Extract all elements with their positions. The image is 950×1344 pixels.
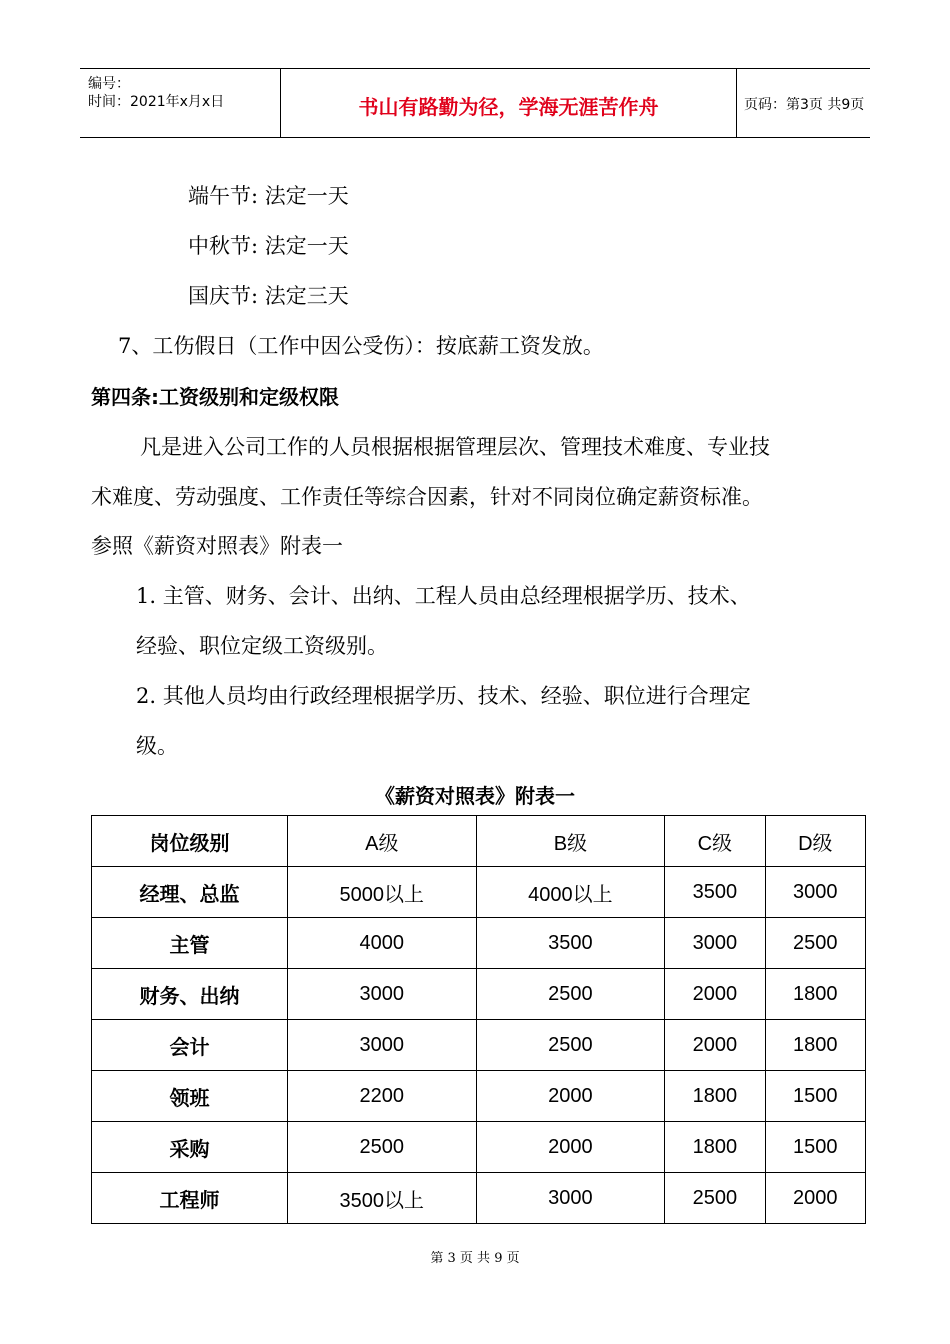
rule-two-line: 级。 xyxy=(136,734,178,758)
holiday-national-day: 国庆节: 法定三天 xyxy=(188,284,349,308)
table-cell: 主管 xyxy=(92,918,288,969)
table-header-cell: 岗位级别 xyxy=(92,816,288,867)
table-row xyxy=(92,1071,866,1122)
page-header xyxy=(80,68,870,138)
table-cell: 3500以上 xyxy=(288,1173,477,1224)
table-cell: 3000 xyxy=(288,1020,477,1071)
section-title: 第四条:工资级别和定级权限 xyxy=(91,385,339,409)
paragraph-line: 凡是进入公司工作的人员根据根据管理层次、管理技术难度、专业技 xyxy=(140,435,770,459)
table-row xyxy=(92,1122,866,1173)
table-row xyxy=(92,918,866,969)
header-page-label: 页码：第3页 共9页 xyxy=(744,97,865,113)
header-page-cell xyxy=(736,69,870,137)
table-header-cell: D级 xyxy=(765,816,865,867)
holiday-dragon-boat: 端午节: 法定一天 xyxy=(188,184,349,208)
table-header-cell: C级 xyxy=(665,816,765,867)
table-cell: 2500 xyxy=(288,1122,477,1173)
table-cell: 1500 xyxy=(765,1071,865,1122)
table-cell: 2500 xyxy=(665,1173,765,1224)
table-cell: 1800 xyxy=(765,969,865,1020)
table-cell: 2000 xyxy=(665,969,765,1020)
table-cell: 1800 xyxy=(765,1020,865,1071)
table-cell: 1800 xyxy=(665,1071,765,1122)
rule-one-line: 1. 主管、财务、会计、出纳、工程人员由总经理根据学历、技术、 xyxy=(136,584,751,608)
header-motto-cell xyxy=(280,69,737,137)
table-cell: 2000 xyxy=(665,1020,765,1071)
table-cell: 2500 xyxy=(765,918,865,969)
table-title: 《薪资对照表》附表一 xyxy=(375,784,575,808)
table-row xyxy=(92,969,866,1020)
table-cell: 3000 xyxy=(476,1173,665,1224)
table-header-cell: A级 xyxy=(288,816,477,867)
table-cell: 经理、总监 xyxy=(92,867,288,918)
table-cell: 4000 xyxy=(288,918,477,969)
number-label: 编号： xyxy=(88,76,130,92)
item-work-injury: 7、工伤假日（工作中因公受伤）：按底薪工资发放。 xyxy=(118,334,604,358)
table-cell: 会计 xyxy=(92,1020,288,1071)
table-cell: 2000 xyxy=(476,1122,665,1173)
table-cell: 2000 xyxy=(476,1071,665,1122)
time-label: 时间：2021年x月x日 xyxy=(88,94,225,110)
table-cell: 3000 xyxy=(665,918,765,969)
table-cell: 2500 xyxy=(476,1020,665,1071)
table-cell: 3500 xyxy=(476,918,665,969)
table-cell: 采购 xyxy=(92,1122,288,1173)
paragraph-line: 参照《薪资对照表》附表一 xyxy=(91,534,343,558)
table-header-row xyxy=(92,816,866,867)
table-cell: 5000以上 xyxy=(288,867,477,918)
header-meta-cell xyxy=(80,69,280,137)
table-row xyxy=(92,1020,866,1071)
table-cell: 4000以上 xyxy=(476,867,665,918)
table-cell: 3000 xyxy=(288,969,477,1020)
rule-two-line: 2. 其他人员均由行政经理根据学历、技术、经验、职位进行合理定 xyxy=(136,684,751,708)
paragraph-line: 术难度、劳动强度、工作责任等综合因素，针对不同岗位确定薪资标准。 xyxy=(91,485,763,509)
table-row xyxy=(92,1173,866,1224)
rule-one-line: 经验、职位定级工资级别。 xyxy=(136,634,388,658)
table-cell: 1500 xyxy=(765,1122,865,1173)
table-cell: 财务、出纳 xyxy=(92,969,288,1020)
table-cell: 工程师 xyxy=(92,1173,288,1224)
table-cell: 1800 xyxy=(665,1122,765,1173)
table-header-cell: B级 xyxy=(476,816,665,867)
salary-table xyxy=(91,815,866,1224)
table-row xyxy=(92,867,866,918)
table-cell: 3500 xyxy=(665,867,765,918)
header-motto: 书山有路勤为径，学海无涯苦作舟 xyxy=(358,95,659,119)
holiday-mid-autumn: 中秋节: 法定一天 xyxy=(188,234,349,258)
table-cell: 2000 xyxy=(765,1173,865,1224)
table-cell: 3000 xyxy=(765,867,865,918)
table-cell: 2200 xyxy=(288,1071,477,1122)
page-footer: 第 3 页 共 9 页 xyxy=(430,1251,520,1266)
table-cell: 领班 xyxy=(92,1071,288,1122)
table-cell: 2500 xyxy=(476,969,665,1020)
